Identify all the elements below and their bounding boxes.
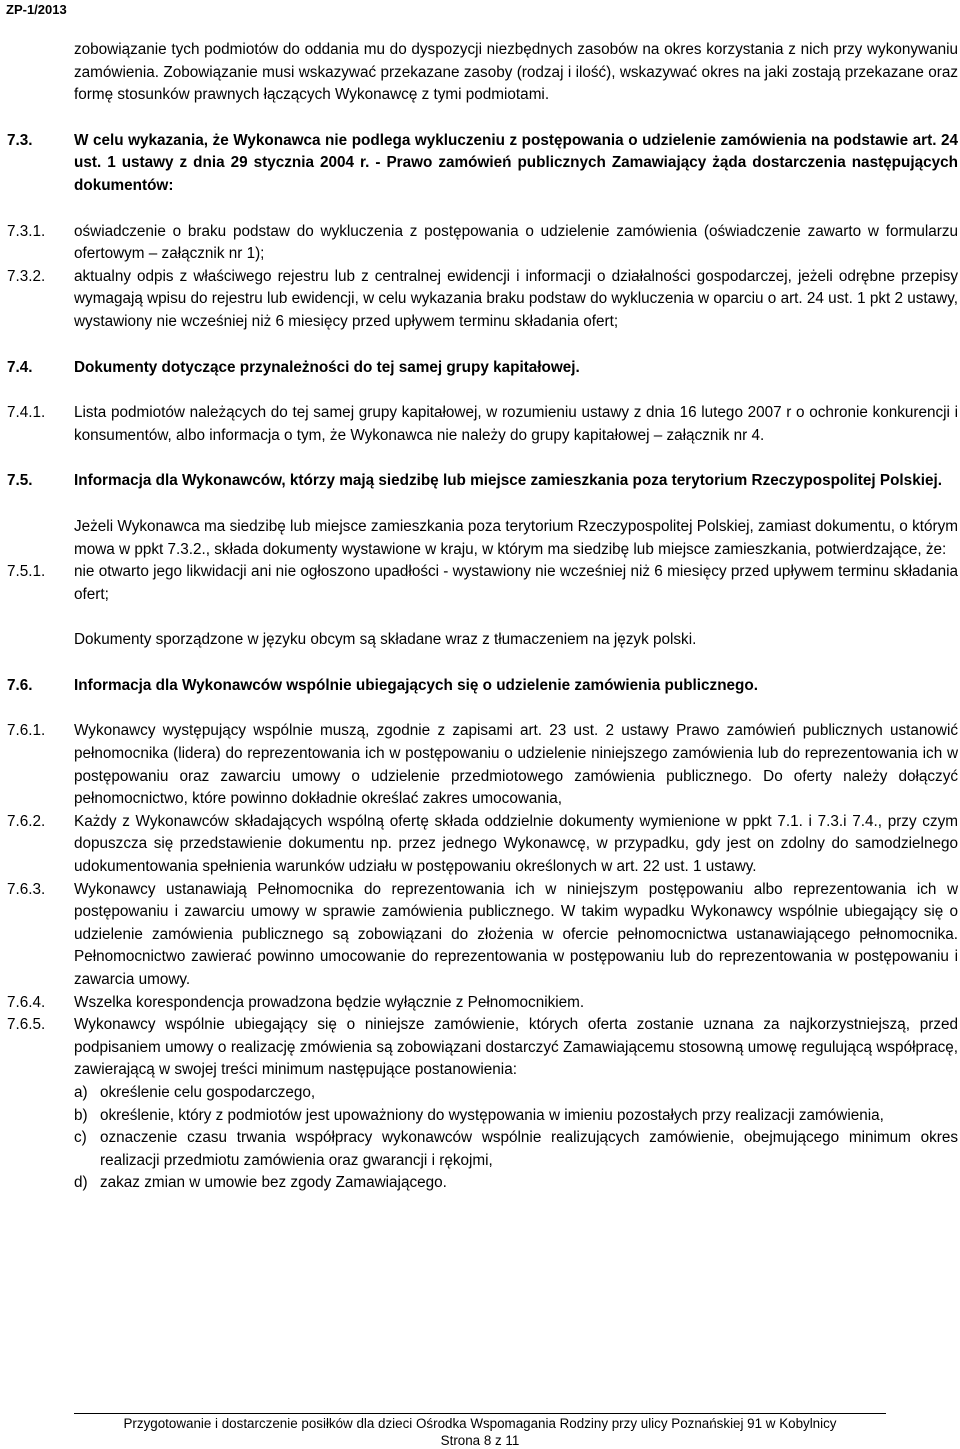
item-7-5-1 bbox=[7, 561, 958, 606]
section-title: Informacja dla Wykonawców wspólnie ubiegających się o udzielenie zamówienia publicznego. bbox=[74, 676, 758, 694]
paragraph-text: Dokumenty sporządzone w języku obcym są składane wraz z tłumaczeniem na język polski. bbox=[74, 631, 697, 649]
list-item-c bbox=[74, 1127, 958, 1172]
item-7-3-2 bbox=[7, 266, 958, 334]
footer-divider bbox=[74, 1413, 886, 1414]
item-7-6-1 bbox=[7, 720, 958, 810]
section-title: Dokumenty dotyczące przynależności do tej samej grupy kapitałowej. bbox=[74, 358, 580, 376]
item-number: 7.6.4. bbox=[7, 993, 46, 1011]
list-item-a bbox=[74, 1082, 958, 1105]
item-text bbox=[74, 1014, 958, 1195]
item-text-body: Wykonawcy wspólnie ubiegający się o niniejsze zamówienie, których oferta zostanie uznana za najkorzystniejszą, przed podpisaniem umowy o realizację zmówienia są zobowiązani dostarczyć Zamawiającemu stosowną umowę regulującą współpracę, zawierającą w swojej treści minimum następujące postanowienia: bbox=[74, 1016, 958, 1079]
item-number: 7.3.1. bbox=[7, 222, 46, 240]
item-number: 7.6.3. bbox=[7, 880, 46, 898]
page-footer bbox=[0, 1415, 960, 1449]
paragraph-number bbox=[7, 629, 74, 652]
item-7-6-5 bbox=[7, 1014, 958, 1195]
item-number: 7.6.2. bbox=[7, 812, 46, 830]
item-text: oświadczenie o braku podstaw do wykluczenia z postępowania o udzielenie zamówienia (oświadczenie zawarto w formularzu ofertowym – załącznik nr 1); bbox=[74, 222, 958, 263]
section-number: 7.5. bbox=[7, 472, 33, 490]
item-7-3-1 bbox=[7, 221, 958, 266]
item-number: 7.3.2. bbox=[7, 267, 46, 285]
item-number: 7.5.1. bbox=[7, 563, 46, 581]
item-text: aktualny odpis z właściwego rejestru lub z centralnej ewidencji i informacji o działalności gospodarczej, jeżeli odrębne przepisy wymagają wpisu do rejestru lub ewidencji, w celu wykazania braku podstaw do wykluczenia w oparciu o art. 24 ust. 1 pkt 2 ustawy, wystawiony nie wcześniej niż 6 miesięcy przed upływem terminu składania ofert; bbox=[74, 267, 958, 330]
item-7-6-2 bbox=[7, 811, 958, 879]
document-id: ZP-1/2013 bbox=[6, 2, 67, 17]
list-text: zakaz zmian w umowie bez zgody Zamawiającego. bbox=[100, 1174, 447, 1192]
footer-title: Przygotowanie i dostarczenie posiłków dla dzieci Ośrodka Wspomagania Rodziny przy ulicy Poznańskiej 91 w Kobylnicy bbox=[123, 1416, 837, 1431]
section-title: W celu wykazania, że Wykonawca nie podlega wykluczeniu z postępowania o udzielenie zamówienia na podstawie art. 24 ust. 1 ustawy z dnia 29 stycznia 2004 r. - Prawo zamówień publicznych Zamawiający żąda dostarczenia następujących dokumentów: bbox=[74, 131, 958, 194]
section-heading-7-4 bbox=[7, 357, 958, 380]
list-text: określenie celu gospodarczego, bbox=[100, 1083, 316, 1101]
item-text: Wszelka korespondencja prowadzona będzie wyłącznie z Pełnomocnikiem. bbox=[74, 993, 585, 1011]
list-letter: a) bbox=[74, 1083, 88, 1101]
list-text: oznaczenie czasu trwania współpracy wykonawców wspólnie realizujących zamówienie, obejmującego minimum okres realizacji przedmiotu zamówienia oraz gwarancji i rękojmi, bbox=[100, 1129, 958, 1169]
list-letter: d) bbox=[74, 1174, 88, 1192]
list-text: określenie, który z podmiotów jest upoważniony do występowania w imieniu pozostałych przy realizacji zamówienia, bbox=[100, 1106, 884, 1124]
item-text: Lista podmiotów należących do tej samej grupy kapitałowej, w rozumieniu ustawy z dnia 16 lutego 2007 r o ochronie konkurencji i konsumentów, albo informacja o tym, że Wykonawca nie należy do grupy kapitałowej – załącznik nr 4. bbox=[74, 404, 958, 444]
paragraph-intro bbox=[7, 39, 958, 107]
section-heading-7-3 bbox=[7, 130, 958, 198]
item-text: nie otwarto jego likwidacji ani nie ogłoszono upadłości - wystawiony nie wcześniej niż 6 miesięcy przed upływem terminu składania ofert; bbox=[74, 563, 958, 603]
item-text: Wykonawcy ustanawiają Pełnomocnika do reprezentowania ich w niniejszym postępowaniu albo reprezentowania ich w postępowaniu i zawarciu umowy w sprawie zamówienia publicznego. W takim wypadku Wykonawcy wspólnie ubiegający się o udzielenie zamówienia publicznego są zobowiązani do złożenia w ofercie pełnomocnictwa ustanawiającego pełnomocnika. Pełnomocnictwo zawierać powinno umocowanie do reprezentowania w postępowaniu lub do reprezentowania w postępowaniu i zawarcia umowy. bbox=[74, 880, 958, 988]
paragraph-translation-note bbox=[7, 629, 958, 652]
section-title: Informacja dla Wykonawców, którzy mają siedzibę lub miejsce zamieszkania poza terytorium Rzeczypospolitej Polskiej. bbox=[74, 472, 942, 490]
item-text: Każdy z Wykonawców składających wspólną ofertę składa oddzielnie dokumenty wymienione w ppkt 7.1. i 7.3.i 7.4., przy czym dopuszcza się przedstawienie dokumentu np. przez jednego Wykonawcę, w przypadku, gdy jest on zdolny do samodzielnego udokumentowania spełnienia warunków udziału w postępowaniu określonych w art. 22 ust. 1 ustawy. bbox=[74, 812, 958, 876]
list-item-b bbox=[74, 1105, 958, 1128]
list-letter: c) bbox=[74, 1129, 87, 1147]
item-7-6-3 bbox=[7, 879, 958, 992]
list-item-d bbox=[74, 1172, 958, 1195]
section-number: 7.6. bbox=[7, 676, 33, 694]
paragraph-text: Jeżeli Wykonawca ma siedzibę lub miejsce zamieszkania poza terytorium Rzeczypospolitej Polskiej, zamiast dokumentu, o którym mowa w ppkt 7.3.2., składa dokumenty wystawione w kraju, w którym ma siedzibę lub miejsce zamieszkania, potwierdzające, że: bbox=[74, 517, 958, 558]
page-number: Strona 8 z 11 bbox=[440, 1433, 520, 1448]
paragraph-7-5-intro bbox=[7, 516, 958, 561]
paragraph-number bbox=[7, 39, 74, 107]
item-number: 7.6.1. bbox=[7, 722, 46, 740]
item-number: 7.6.5. bbox=[7, 1016, 46, 1034]
section-number: 7.4. bbox=[7, 358, 33, 376]
section-heading-7-5 bbox=[7, 470, 958, 493]
section-heading-7-6 bbox=[7, 675, 958, 698]
paragraph-number bbox=[7, 516, 74, 561]
item-7-6-4 bbox=[7, 992, 958, 1015]
item-number: 7.4.1. bbox=[7, 404, 46, 422]
section-number: 7.3. bbox=[7, 131, 33, 149]
document-body bbox=[7, 39, 958, 1195]
item-7-4-1 bbox=[7, 402, 958, 447]
paragraph-text: zobowiązanie tych podmiotów do oddania mu do dyspozycji niezbędnych zasobów na okres korzystania z nich przy wykonywaniu zamówienia. Zobowiązanie musi wskazywać przekazane zasoby (rodzaj i ilość), wskazywać okres na jaki zostają przekazane oraz formę stosunków prawnych łączących Wykonawcę z tymi podmiotami. bbox=[74, 41, 958, 104]
item-text: Wykonawcy występujący wspólnie muszą, zgodnie z zapisami art. 23 ust. 2 ustawy Prawo zamówień publicznych ustanowić pełnomocnika (lidera) do reprezentowania ich w postępowaniu o udzielenie niniejszego zamówienia lub do reprezentowania ich w postępowaniu oraz zawarciu umowy o udzielenie przedmiotowego zamówienia publicznego. Do oferty należy dołączyć pełnomocnictwo, które powinno dokładnie określać zakres umocowania, bbox=[74, 722, 958, 808]
list-letter: b) bbox=[74, 1106, 88, 1124]
